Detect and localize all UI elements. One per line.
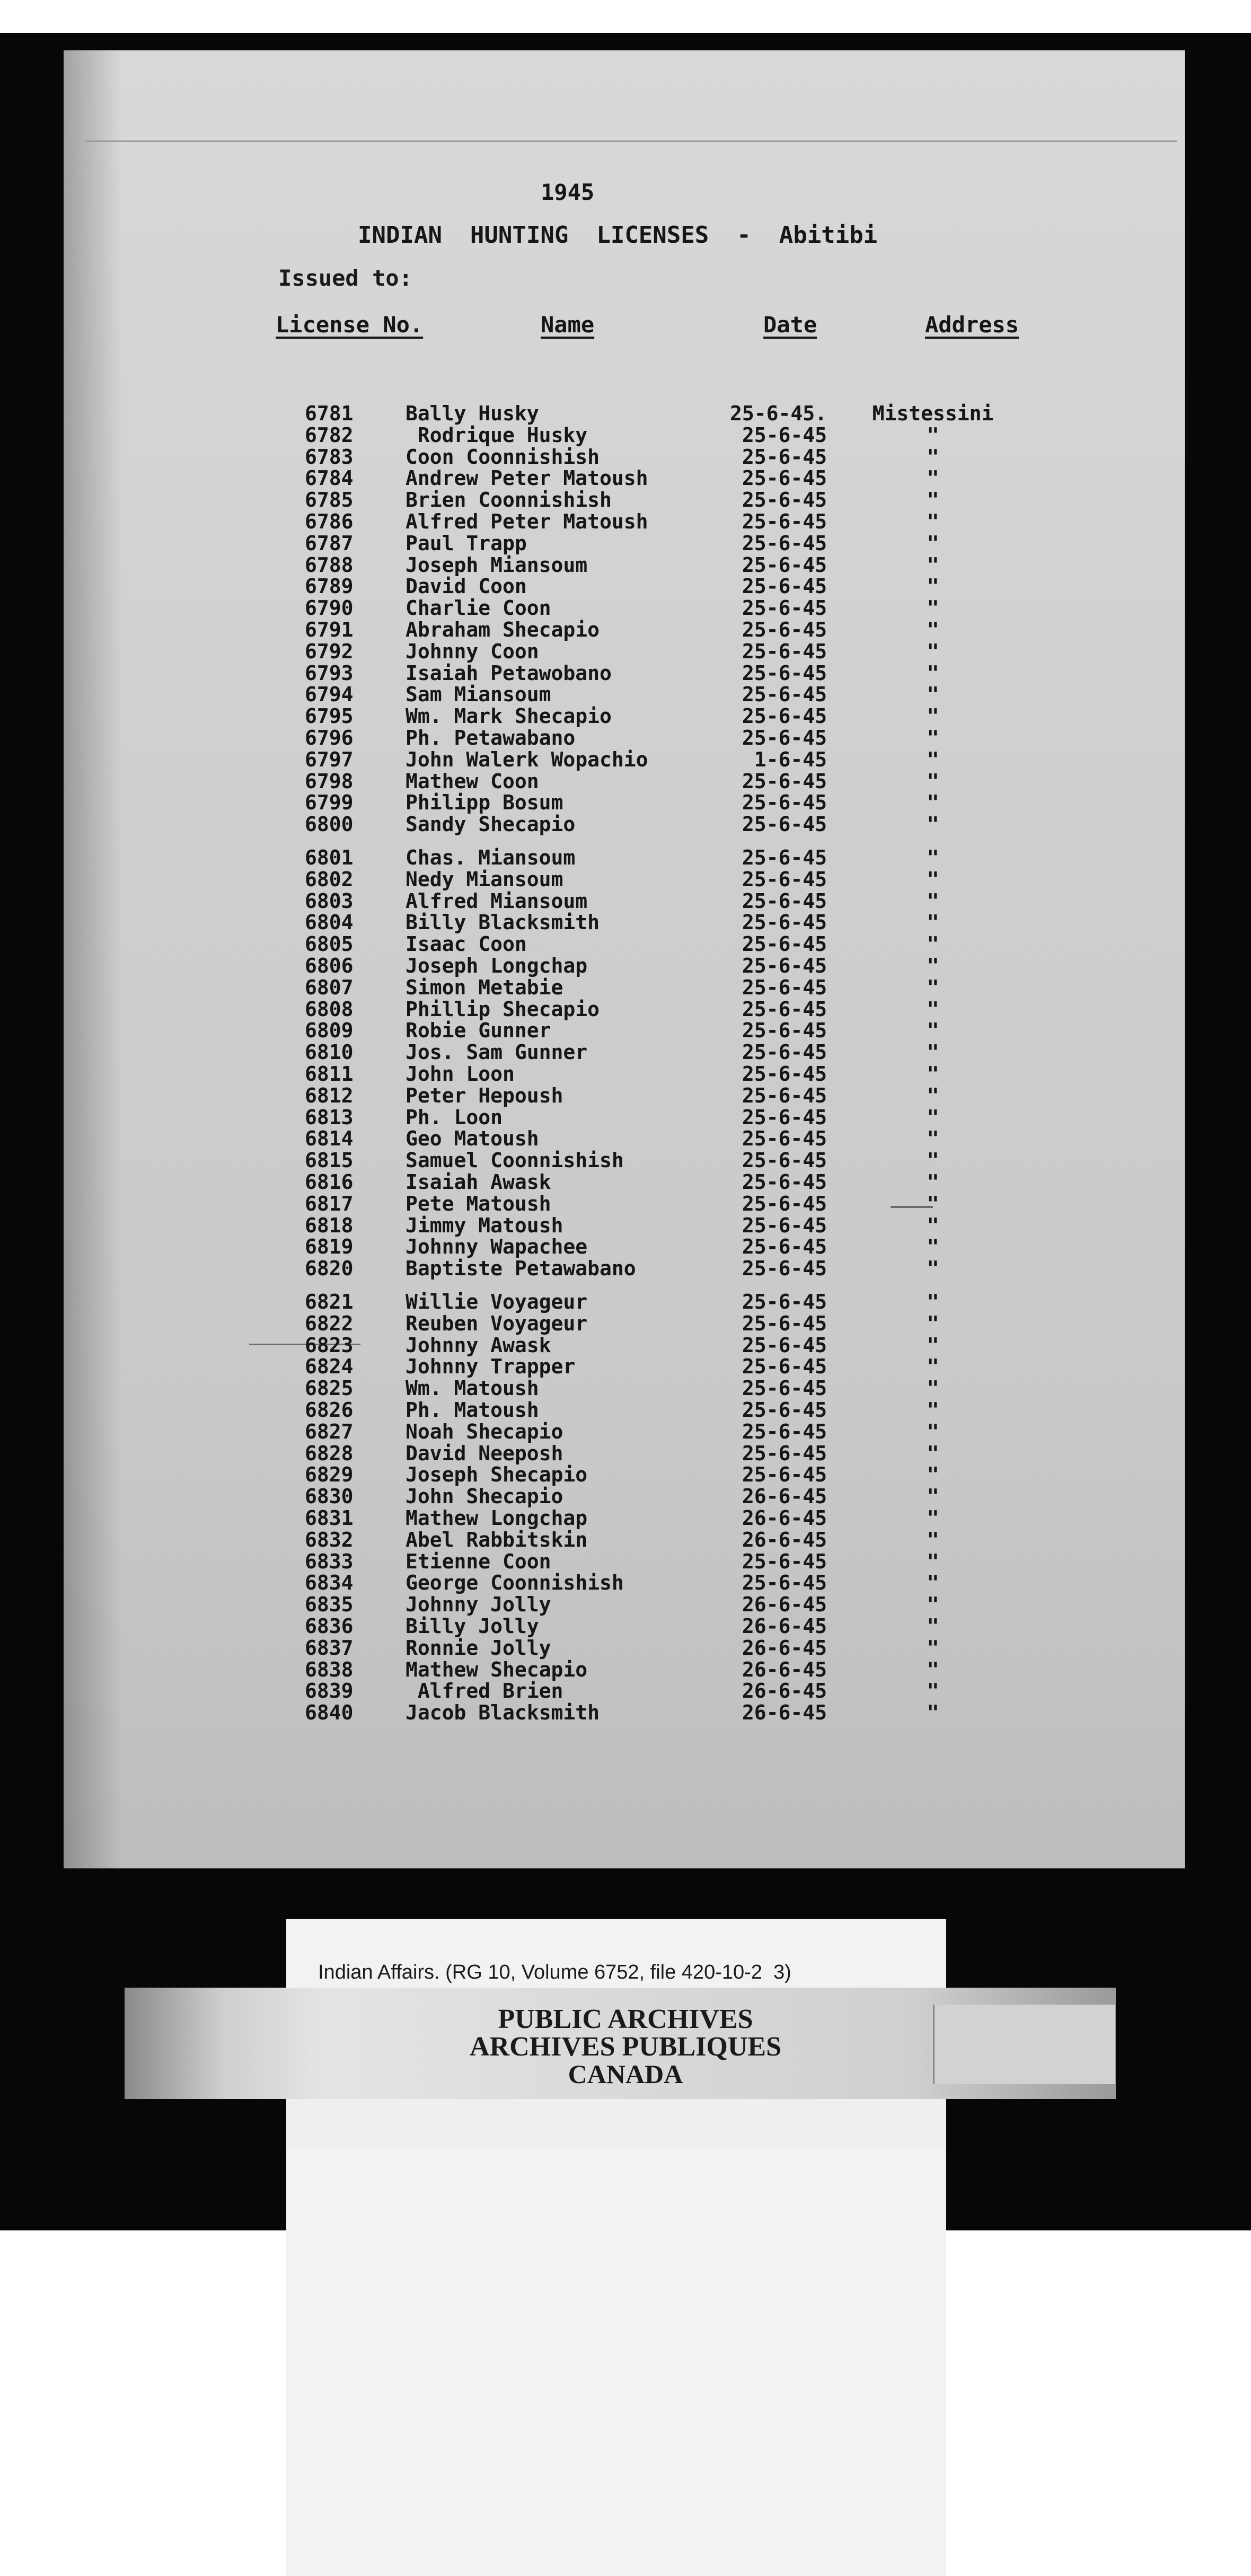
license-date: 25-6-45 bbox=[742, 1377, 827, 1400]
license-number: 6785 bbox=[305, 488, 354, 512]
license-address: " bbox=[927, 1463, 939, 1487]
license-date: 1-6-45 bbox=[754, 747, 827, 771]
licensee-name: Joseph Shecapio bbox=[406, 1463, 588, 1487]
column-header-date: Date bbox=[763, 312, 817, 338]
licensee-name: Ph. Loon bbox=[406, 1105, 503, 1129]
licensee-name: Robie Gunner bbox=[406, 1019, 551, 1043]
license-date: 26-6-45 bbox=[742, 1636, 827, 1660]
license-date: 25-6-45 bbox=[742, 975, 827, 999]
license-number: 6801 bbox=[305, 846, 354, 869]
license-number: 6786 bbox=[305, 510, 354, 533]
license-number: 6813 bbox=[305, 1105, 354, 1129]
licensee-name: Johnny Awask bbox=[406, 1333, 551, 1357]
license-number: 6789 bbox=[305, 575, 354, 598]
license-date: 25-6-45 bbox=[742, 1290, 827, 1313]
licensee-name: Johnny Wapachee bbox=[406, 1235, 588, 1259]
license-date: 25-6-45 bbox=[742, 932, 827, 956]
column-header-name: Name bbox=[541, 312, 595, 338]
license-address: " bbox=[927, 1485, 939, 1508]
licensee-name: Johnny Coon bbox=[406, 639, 539, 663]
license-address: " bbox=[927, 1528, 939, 1551]
license-number: 6811 bbox=[305, 1062, 354, 1086]
license-address: " bbox=[927, 1040, 939, 1064]
license-number: 6804 bbox=[305, 911, 354, 934]
license-address: " bbox=[927, 1441, 939, 1465]
license-date: 25-6-45 bbox=[742, 1549, 827, 1573]
license-address: " bbox=[927, 1083, 939, 1107]
license-address: " bbox=[927, 954, 939, 977]
license-address: " bbox=[927, 1593, 939, 1617]
licensee-name: Ph. Matoush bbox=[406, 1398, 539, 1422]
licensee-name: Chas. Miansoum bbox=[406, 846, 576, 869]
licensee-name: Simon Metabie bbox=[406, 975, 563, 999]
license-number: 6830 bbox=[305, 1485, 354, 1508]
license-number: 6805 bbox=[305, 932, 354, 956]
license-number: 6834 bbox=[305, 1571, 354, 1595]
license-number: 6784 bbox=[305, 466, 354, 490]
license-number: 6826 bbox=[305, 1398, 354, 1422]
license-number: 6832 bbox=[305, 1528, 354, 1551]
license-number: 6783 bbox=[305, 445, 354, 469]
license-date: 25-6-45 bbox=[742, 553, 827, 577]
license-number: 6828 bbox=[305, 1441, 354, 1465]
licensee-name: Alfred Miansoum bbox=[406, 889, 588, 913]
license-address: " bbox=[927, 1701, 939, 1725]
license-date: 25-6-45 bbox=[742, 1355, 827, 1379]
page-shadow bbox=[64, 50, 122, 1868]
license-number: 6790 bbox=[305, 596, 354, 620]
licensee-name: Abraham Shecapio bbox=[406, 618, 600, 641]
license-date: 25-6-45 bbox=[742, 813, 827, 836]
licensee-name: David Neeposh bbox=[406, 1441, 563, 1465]
license-number: 6808 bbox=[305, 997, 354, 1021]
license-date: 25-6-45 bbox=[742, 867, 827, 891]
archive-line-1: PUBLIC ARCHIVES bbox=[498, 2004, 753, 2034]
license-address: " bbox=[927, 445, 939, 469]
license-address: " bbox=[927, 1127, 939, 1151]
license-address: " bbox=[927, 510, 939, 533]
license-date: 26-6-45 bbox=[742, 1679, 827, 1703]
license-date: 25-6-45 bbox=[742, 1083, 827, 1107]
license-address: " bbox=[927, 1398, 939, 1422]
license-date: 26-6-45 bbox=[742, 1485, 827, 1508]
license-address: " bbox=[927, 1419, 939, 1443]
license-address: " bbox=[927, 704, 939, 728]
license-address: " bbox=[927, 596, 939, 620]
license-address: " bbox=[927, 575, 939, 598]
license-address: " bbox=[927, 726, 939, 749]
license-number: 6822 bbox=[305, 1311, 354, 1335]
license-date: 25-6-45 bbox=[742, 846, 827, 869]
license-address: " bbox=[927, 1019, 939, 1043]
license-number: 6799 bbox=[305, 791, 354, 815]
licensee-name: Jos. Sam Gunner bbox=[406, 1040, 588, 1064]
license-date: 25-6-45 bbox=[742, 575, 827, 598]
archive-reference: Indian Affairs. (RG 10, Volume 6752, file 420-10-2 3) bbox=[318, 1961, 791, 1983]
license-date: 25-6-45 bbox=[742, 661, 827, 685]
license-date: 25-6-45 bbox=[742, 488, 827, 512]
licensee-name: Johnny Jolly bbox=[406, 1593, 551, 1617]
licensee-name: Isaac Coon bbox=[406, 932, 527, 956]
license-address: " bbox=[927, 531, 939, 555]
license-address: " bbox=[927, 1571, 939, 1595]
licensee-name: Geo Matoush bbox=[406, 1127, 539, 1151]
license-date: 25-6-45 bbox=[742, 445, 827, 469]
license-date: 25-6-45 bbox=[742, 954, 827, 977]
license-date: 25-6-45 bbox=[742, 1398, 827, 1422]
license-address: " bbox=[927, 813, 939, 836]
licensee-name: Pete Matoush bbox=[406, 1192, 551, 1215]
license-number: 6794 bbox=[305, 683, 354, 707]
license-number: 6817 bbox=[305, 1192, 354, 1215]
issued-to-label: Issued to: bbox=[278, 265, 412, 291]
license-address: " bbox=[927, 423, 939, 447]
license-number: 6818 bbox=[305, 1213, 354, 1237]
license-address: " bbox=[927, 683, 939, 707]
license-date: 25-6-45 bbox=[742, 683, 827, 707]
license-number: 6795 bbox=[305, 704, 354, 728]
license-date: 25-6-45 bbox=[742, 1062, 827, 1086]
license-number: 6802 bbox=[305, 867, 354, 891]
licensee-name: John Loon bbox=[406, 1062, 515, 1086]
license-address: " bbox=[927, 1192, 939, 1215]
licensee-name: Sandy Shecapio bbox=[406, 813, 576, 836]
license-address: " bbox=[927, 553, 939, 577]
licensee-name: Nedy Miansoum bbox=[406, 867, 563, 891]
license-address: " bbox=[927, 932, 939, 956]
document-title: INDIAN HUNTING LICENSES - Abitibi bbox=[358, 222, 878, 249]
licensee-name: Rodrique Husky bbox=[406, 423, 588, 447]
licensee-name: Isaiah Awask bbox=[406, 1170, 551, 1194]
licensee-name: Ronnie Jolly bbox=[406, 1636, 551, 1660]
license-number: 6839 bbox=[305, 1679, 354, 1703]
licensee-name: Samuel Coonnishish bbox=[406, 1149, 624, 1172]
license-number: 6803 bbox=[305, 889, 354, 913]
licensee-name: George Coonnishish bbox=[406, 1571, 624, 1595]
license-address: " bbox=[927, 846, 939, 869]
license-number: 6782 bbox=[305, 423, 354, 447]
license-date: 25-6-45 bbox=[742, 510, 827, 533]
license-address: " bbox=[927, 1149, 939, 1172]
license-address: " bbox=[927, 1355, 939, 1379]
licensee-name: Mathew Shecapio bbox=[406, 1657, 588, 1681]
licensee-name: Sam Miansoum bbox=[406, 683, 551, 707]
license-date: 25-6-45 bbox=[742, 1127, 827, 1151]
license-date: 25-6-45 bbox=[742, 1170, 827, 1194]
license-date: 25-6-45 bbox=[742, 639, 827, 663]
licensee-name: Reuben Voyageur bbox=[406, 1311, 588, 1335]
licensee-name: Noah Shecapio bbox=[406, 1419, 563, 1443]
licensee-name: Baptiste Petawabano bbox=[406, 1257, 636, 1281]
archive-line-3: CANADA bbox=[568, 2059, 683, 2089]
licensee-name: Billy Blacksmith bbox=[406, 911, 600, 934]
license-number: 6796 bbox=[305, 726, 354, 749]
license-date: 25-6-45 bbox=[742, 466, 827, 490]
license-number: 6806 bbox=[305, 954, 354, 977]
licensee-name: Billy Jolly bbox=[406, 1615, 539, 1638]
licensee-name: Jimmy Matoush bbox=[406, 1213, 563, 1237]
license-date: 25-6-45 bbox=[742, 997, 827, 1021]
license-date: 25-6-45 bbox=[742, 1235, 827, 1259]
column-header-address: Address bbox=[925, 312, 1019, 338]
license-number: 6820 bbox=[305, 1257, 354, 1281]
licensee-name: John Shecapio bbox=[406, 1485, 563, 1508]
license-address: " bbox=[927, 1615, 939, 1638]
license-number: 6788 bbox=[305, 553, 354, 577]
license-date: 26-6-45 bbox=[742, 1657, 827, 1681]
license-address: " bbox=[927, 1235, 939, 1259]
license-address: " bbox=[927, 1549, 939, 1573]
license-number: 6827 bbox=[305, 1419, 354, 1443]
license-address: Mistessini bbox=[872, 402, 994, 425]
licensee-name: Alfred Peter Matoush bbox=[406, 510, 648, 533]
license-address: " bbox=[927, 1377, 939, 1400]
license-address: " bbox=[927, 1170, 939, 1194]
license-date: 25-6-45 bbox=[742, 423, 827, 447]
license-number: 6792 bbox=[305, 639, 354, 663]
licensee-name: Wm. Matoush bbox=[406, 1377, 539, 1400]
licensee-name: Jacob Blacksmith bbox=[406, 1701, 600, 1725]
license-address: " bbox=[927, 1657, 939, 1681]
license-address: " bbox=[927, 997, 939, 1021]
license-number: 6835 bbox=[305, 1593, 354, 1617]
license-number: 6815 bbox=[305, 1149, 354, 1172]
license-address: " bbox=[927, 488, 939, 512]
license-number: 6824 bbox=[305, 1355, 354, 1379]
license-address: " bbox=[927, 1506, 939, 1530]
license-date: 25-6-45 bbox=[742, 596, 827, 620]
license-date: 25-6-45 bbox=[742, 704, 827, 728]
license-number: 6798 bbox=[305, 769, 354, 793]
licensee-name: Willie Voyageur bbox=[406, 1290, 588, 1313]
license-date: 25-6-45. bbox=[729, 402, 827, 425]
license-number: 6812 bbox=[305, 1083, 354, 1107]
license-address: " bbox=[927, 791, 939, 815]
license-date: 25-6-45 bbox=[742, 1333, 827, 1357]
document-year: 1945 bbox=[541, 179, 595, 205]
license-number: 6814 bbox=[305, 1127, 354, 1151]
license-address: " bbox=[927, 867, 939, 891]
license-number: 6823 bbox=[305, 1333, 354, 1357]
licensee-name: Etienne Coon bbox=[406, 1549, 551, 1573]
archive-line-2: ARCHIVES PUBLIQUES bbox=[469, 2032, 782, 2062]
licensee-name: Mathew Coon bbox=[406, 769, 539, 793]
license-date: 25-6-45 bbox=[742, 769, 827, 793]
licensee-name: Peter Hepoush bbox=[406, 1083, 563, 1107]
license-number: 6800 bbox=[305, 813, 354, 836]
license-date: 25-6-45 bbox=[742, 1105, 827, 1129]
license-address: " bbox=[927, 1636, 939, 1660]
license-date: 25-6-45 bbox=[742, 1257, 827, 1281]
license-number: 6825 bbox=[305, 1377, 354, 1400]
license-address: " bbox=[927, 1333, 939, 1357]
license-date: 25-6-45 bbox=[742, 1441, 827, 1465]
licensee-name: Mathew Longchap bbox=[406, 1506, 588, 1530]
license-number: 6831 bbox=[305, 1506, 354, 1530]
license-address: " bbox=[927, 1062, 939, 1086]
license-date: 26-6-45 bbox=[742, 1528, 827, 1551]
license-number: 6821 bbox=[305, 1290, 354, 1313]
license-date: 25-6-45 bbox=[742, 1311, 827, 1335]
licensee-name: Alfred Brien bbox=[406, 1679, 563, 1703]
licensee-name: Ph. Petawabano bbox=[406, 726, 576, 749]
license-date: 25-6-45 bbox=[742, 1040, 827, 1064]
license-date: 25-6-45 bbox=[742, 1192, 827, 1215]
licensee-name: Andrew Peter Matoush bbox=[406, 466, 648, 490]
license-address: " bbox=[927, 639, 939, 663]
license-number: 6819 bbox=[305, 1235, 354, 1259]
license-date: 26-6-45 bbox=[742, 1701, 827, 1725]
licensee-name: Philipp Bosum bbox=[406, 791, 563, 815]
license-date: 26-6-45 bbox=[742, 1506, 827, 1530]
licensee-name: Bally Husky bbox=[406, 402, 539, 425]
license-number: 6838 bbox=[305, 1657, 354, 1681]
license-number: 6833 bbox=[305, 1549, 354, 1573]
licensee-name: John Walerk Wopachio bbox=[406, 747, 648, 771]
license-date: 25-6-45 bbox=[742, 1213, 827, 1237]
column-header-license-no: License No. bbox=[276, 312, 424, 338]
license-address: " bbox=[927, 889, 939, 913]
licensee-name: Johnny Trapper bbox=[406, 1355, 576, 1379]
licensee-name: Joseph Longchap bbox=[406, 954, 588, 977]
license-number: 6816 bbox=[305, 1170, 354, 1194]
license-address: " bbox=[927, 618, 939, 641]
license-address: " bbox=[927, 1311, 939, 1335]
license-date: 25-6-45 bbox=[742, 1419, 827, 1443]
licensee-name: Coon Coonnishish bbox=[406, 445, 600, 469]
license-number: 6807 bbox=[305, 975, 354, 999]
license-number: 6836 bbox=[305, 1615, 354, 1638]
license-number: 6840 bbox=[305, 1701, 354, 1725]
license-address: " bbox=[927, 1290, 939, 1313]
license-date: 25-6-45 bbox=[742, 1463, 827, 1487]
license-number: 6781 bbox=[305, 402, 354, 425]
license-number: 6797 bbox=[305, 747, 354, 771]
license-number: 6810 bbox=[305, 1040, 354, 1064]
license-number: 6809 bbox=[305, 1019, 354, 1043]
license-number: 6837 bbox=[305, 1636, 354, 1660]
license-date: 26-6-45 bbox=[742, 1615, 827, 1638]
licensee-name: Joseph Miansoum bbox=[406, 553, 588, 577]
license-address: " bbox=[927, 769, 939, 793]
license-number: 6791 bbox=[305, 618, 354, 641]
license-address: " bbox=[927, 1213, 939, 1237]
licensee-name: Phillip Shecapio bbox=[406, 997, 600, 1021]
archive-label-lower bbox=[286, 2099, 946, 2149]
license-address: " bbox=[927, 661, 939, 685]
license-address: " bbox=[927, 975, 939, 999]
licensee-name: David Coon bbox=[406, 575, 527, 598]
license-address: " bbox=[927, 1257, 939, 1281]
license-date: 25-6-45 bbox=[742, 531, 827, 555]
licensee-name: Charlie Coon bbox=[406, 596, 551, 620]
license-date: 25-6-45 bbox=[742, 791, 827, 815]
license-address: " bbox=[927, 466, 939, 490]
license-date: 25-6-45 bbox=[742, 1571, 827, 1595]
licensee-name: Isaiah Petawobano bbox=[406, 661, 612, 685]
license-number: 6829 bbox=[305, 1463, 354, 1487]
license-date: 26-6-45 bbox=[742, 1593, 827, 1617]
license-address: " bbox=[927, 911, 939, 934]
license-date: 25-6-45 bbox=[742, 911, 827, 934]
licensee-name: Brien Coonnishish bbox=[406, 488, 612, 512]
license-address: " bbox=[927, 1105, 939, 1129]
license-address: " bbox=[927, 1679, 939, 1703]
page-fold-line bbox=[85, 140, 1177, 142]
license-date: 25-6-45 bbox=[742, 726, 827, 749]
licensee-name: Wm. Mark Shecapio bbox=[406, 704, 612, 728]
licensee-name: Abel Rabbitskin bbox=[406, 1528, 588, 1551]
license-number: 6793 bbox=[305, 661, 354, 685]
license-date: 25-6-45 bbox=[742, 618, 827, 641]
licensee-name: Paul Trapp bbox=[406, 531, 527, 555]
license-date: 25-6-45 bbox=[742, 1019, 827, 1043]
license-date: 25-6-45 bbox=[742, 889, 827, 913]
license-number: 6787 bbox=[305, 531, 354, 555]
license-address: " bbox=[927, 747, 939, 771]
license-date: 25-6-45 bbox=[742, 1149, 827, 1172]
